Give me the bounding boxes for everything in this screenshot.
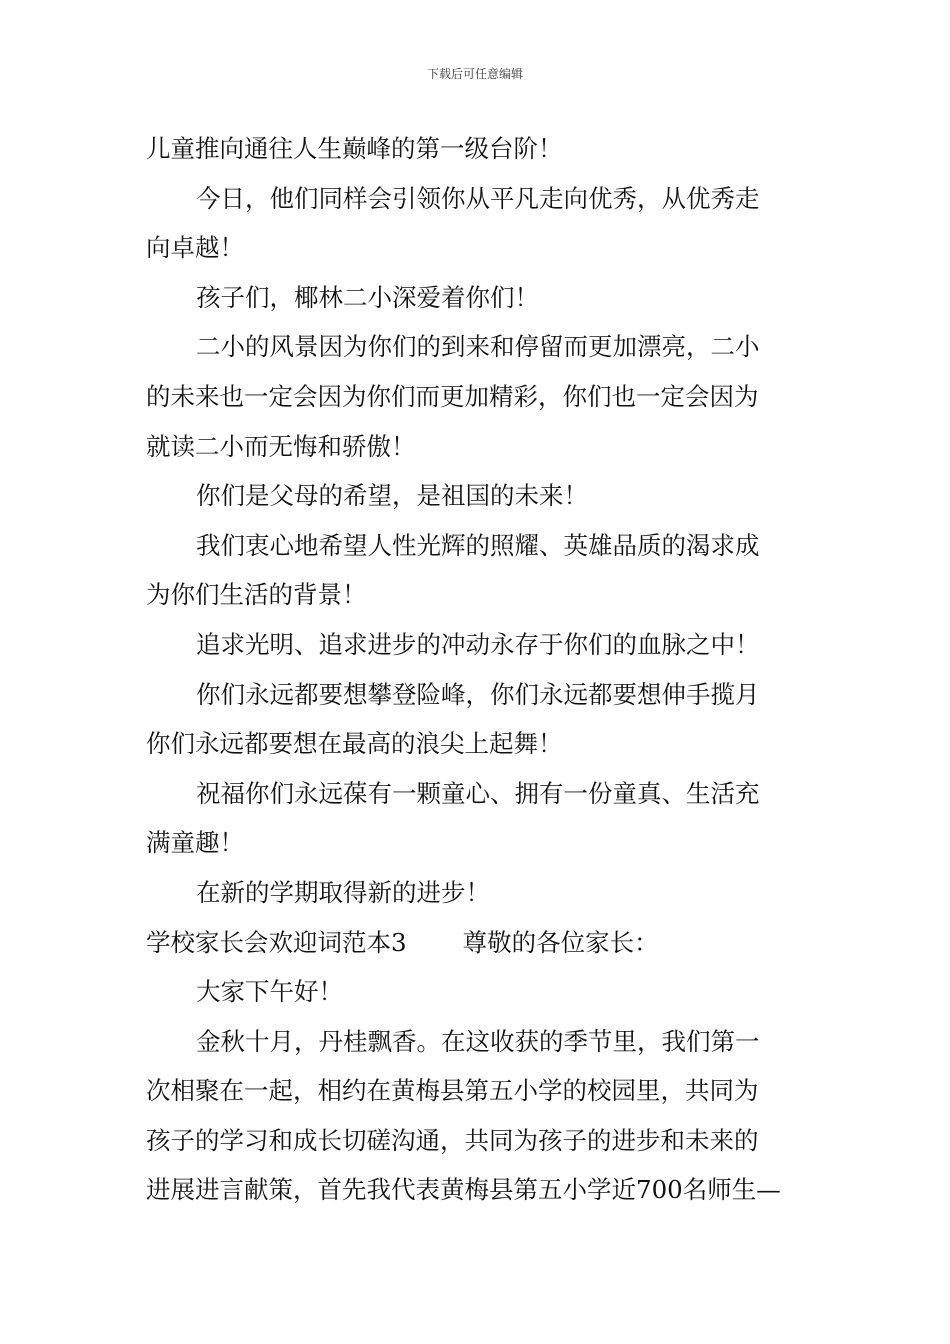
text-line: 在新的学期取得新的进步！ xyxy=(196,877,490,907)
text-line: 就读二小而无悔和骄傲！ xyxy=(146,431,416,461)
text-line: 孩子们，椰林二小深爱着你们！ xyxy=(196,282,539,312)
text-line: 祝福你们永远葆有一颗童心、拥有一份童真、生活充 xyxy=(196,778,760,808)
text-line: 的未来也一定会因为你们而更加精彩，你们也一定会因为 xyxy=(146,381,759,411)
text-line: 次相聚在一起，相约在黄梅县第五小学的校园里，共同为 xyxy=(146,1076,759,1106)
text-line: 你们永远都要想在最高的浪尖上起舞！ xyxy=(146,729,563,759)
salutation: 尊敬的各位家长： xyxy=(462,927,659,957)
text-line: 儿童推向通往人生巅峰的第一级台阶！ xyxy=(146,134,563,163)
page-header: 下载后可任意编辑 xyxy=(426,67,523,81)
text-line: 大家下午好！ xyxy=(196,977,343,1007)
text-line: 满童趣！ xyxy=(146,828,244,858)
text-line: 你们是父母的希望，是祖国的未来！ xyxy=(196,481,588,511)
text-line: 你们永远都要想攀登险峰，你们永远都要想伸手揽月 xyxy=(196,679,760,709)
text-line: 孩子的学习和成长切磋沟通，共同为孩子的进步和未来的 xyxy=(146,1125,759,1155)
heading-line xyxy=(146,918,810,968)
document-body xyxy=(146,124,810,1215)
text-line: 向卓越！ xyxy=(146,233,244,263)
text-line: 二小的风景因为你们的到来和停留而更加漂亮，二小 xyxy=(196,332,760,362)
text-line: 进展进言献策，首先我代表黄梅县第五小学近700名师生— xyxy=(146,1175,781,1205)
section-title: 学校家长会欢迎词范本3 xyxy=(146,927,407,957)
text-line: 金秋十月，丹桂飘香。在这收获的季节里，我们第一 xyxy=(196,1026,760,1056)
text-line: 追求光明、追求进步的冲动永存于你们的血脉之中！ xyxy=(196,629,760,659)
text-line: 我们衷心地希望人性光辉的照耀、英雄品质的渴求成 xyxy=(196,530,760,560)
text-line: 今日，他们同样会引领你从平凡走向优秀，从优秀走 xyxy=(196,183,760,213)
text-line: 为你们生活的背景！ xyxy=(146,580,367,610)
